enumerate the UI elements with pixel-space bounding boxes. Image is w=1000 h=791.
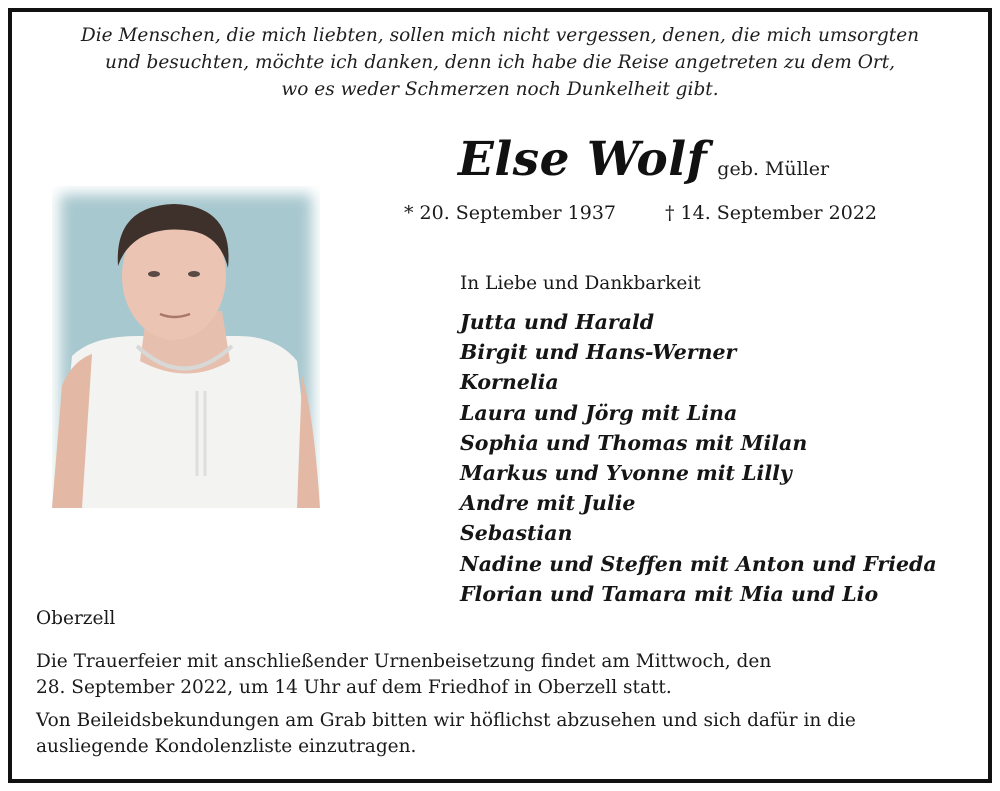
list-item: Jutta und Harald	[460, 310, 655, 334]
deceased-name: Else Wolf	[458, 132, 708, 187]
list-item: Laura und Jörg mit Lina	[460, 400, 738, 425]
portrait-photo	[52, 186, 320, 508]
ceremony-notice	[36, 649, 976, 701]
verse-line-1: Die Menschen, die mich liebten, sollen mich nicht vergessen, denen, die mich umsorgten	[80, 25, 920, 46]
condolence-line-1: Von Beileidsbekundungen am Grab bitten wir höflichst abzusehen und sich dafür in die	[36, 710, 856, 731]
memorial-verse	[0, 22, 1000, 103]
place-name: Oberzell	[36, 608, 116, 629]
ceremony-line-2: 28. September 2022, um 14 Uhr auf dem Friedhof in Oberzell statt.	[36, 677, 672, 698]
condolence-notice	[36, 708, 976, 760]
verse-line-2: und besuchten, möchte ich danken, denn ich habe die Reise angetreten zu dem Ort,	[104, 52, 896, 73]
condolence-line-2: ausliegende Kondolenzliste einzutragen.	[36, 736, 417, 757]
verse-line-3: wo es weder Schmerzen noch Dunkelheit gibt.	[281, 79, 719, 100]
death-date: † 14. September 2022	[665, 202, 877, 224]
list-item: Andre mit Julie	[460, 491, 636, 516]
mourners-list	[460, 307, 937, 609]
list-item: Birgit und Hans-Werner	[460, 340, 737, 365]
list-item: Kornelia	[460, 370, 559, 395]
ceremony-line-1: Die Trauerfeier mit anschließender Urnenbeisetzung findet am Mittwoch, den	[36, 651, 772, 672]
birth-date: * 20. September 1937	[404, 202, 616, 224]
list-item: Markus und Yvonne mit Lilly	[460, 461, 792, 486]
list-item: Sebastian	[460, 521, 573, 546]
list-item: Florian und Tamara mit Mia und Lio	[460, 581, 879, 606]
maiden-name: geb. Müller	[717, 158, 830, 180]
list-item: Sophia und Thomas mit Milan	[460, 430, 808, 455]
portrait-illustration	[52, 186, 320, 508]
deceased-name-line	[458, 132, 829, 187]
list-item: Nadine und Steffen mit Anton und Frieda	[460, 551, 937, 576]
thanks-intro: In Liebe und Dankbarkeit	[460, 273, 701, 294]
